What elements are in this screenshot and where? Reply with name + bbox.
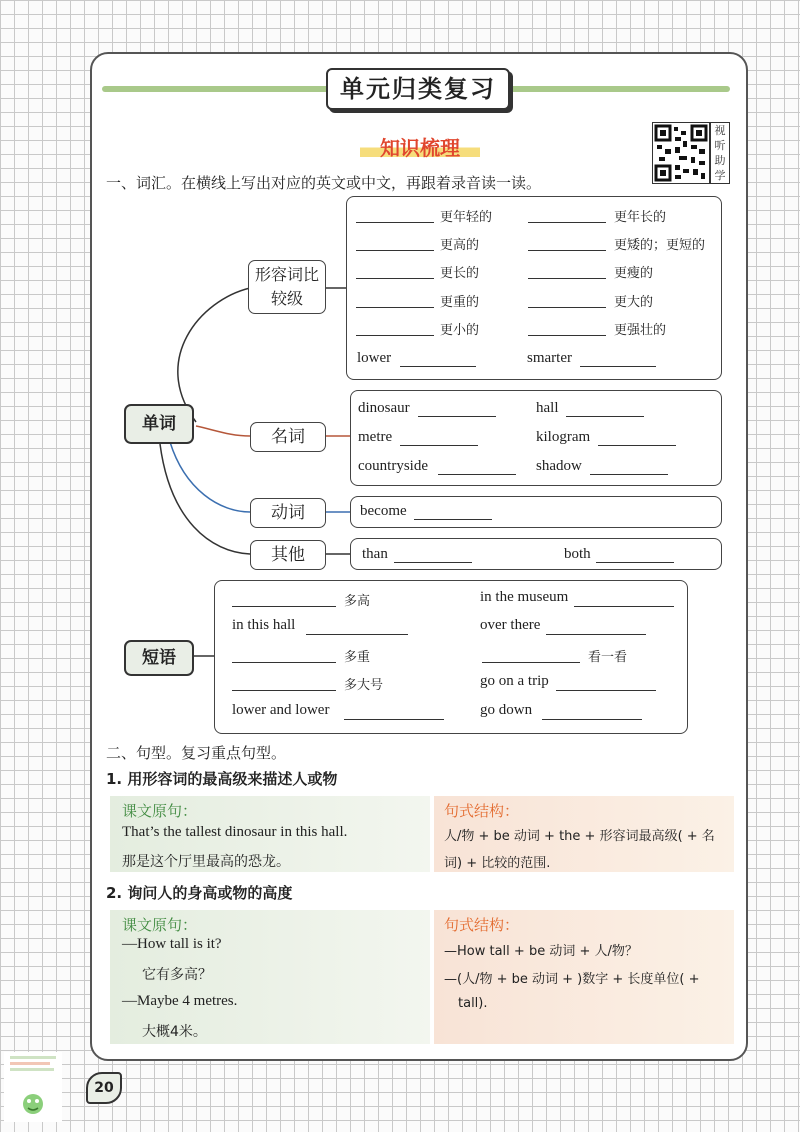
phrase-blank-2[interactable] — [574, 606, 674, 607]
noun-blank-countryside[interactable] — [438, 474, 516, 475]
adj-blank-lower[interactable] — [400, 366, 476, 367]
verb-become: become — [360, 503, 407, 519]
other-blank-both[interactable] — [596, 562, 674, 563]
adj-blank-8[interactable] — [528, 307, 606, 308]
adj-cn-9: 更小的 — [440, 323, 480, 338]
sub1-structure-label: 句式结构： — [444, 802, 520, 820]
noun-blank-kilogram[interactable] — [598, 445, 676, 446]
adj-cn-1: 更年轻的 — [440, 210, 493, 225]
adj-cn-2: 更年长的 — [614, 210, 667, 225]
phrase-9: lower and lower — [232, 702, 330, 718]
phrase-blank-1[interactable] — [232, 606, 336, 607]
phrase-2: in the museum — [480, 589, 569, 605]
noun-shadow: shadow — [536, 458, 582, 474]
node-verb: 动词 — [250, 498, 326, 528]
node-phrase: 短语 — [124, 640, 194, 676]
adj-blank-3[interactable] — [356, 250, 434, 251]
phrase-blank-4[interactable] — [546, 634, 646, 635]
noun-countryside: countryside — [358, 458, 428, 474]
sub2-structure-label: 句式结构： — [444, 916, 520, 934]
adj-cn-3: 更高的 — [440, 238, 480, 253]
noun-blank-shadow[interactable] — [590, 474, 668, 475]
phrase-blank-5[interactable] — [232, 662, 336, 663]
phrase-5: 多重 — [344, 650, 371, 665]
sub1-structure-line2: 词) + 比较的范围. — [444, 856, 551, 871]
publisher-logo-icon — [4, 1052, 62, 1122]
adj-blank-4[interactable] — [528, 250, 606, 251]
phrase-3: in this hall — [232, 617, 296, 633]
phrase-blank-10[interactable] — [542, 719, 642, 720]
sub2-original-label: 课文原句： — [122, 916, 198, 934]
node-other: 其他 — [250, 540, 326, 570]
node-noun: 名词 — [250, 422, 326, 452]
phrase-6: 看一看 — [588, 650, 628, 665]
adj-cn-4: 更矮的；更短的 — [614, 238, 706, 253]
adj-blank-7[interactable] — [356, 307, 434, 308]
other-than: than — [362, 546, 388, 562]
noun-blank-dinosaur[interactable] — [418, 416, 496, 417]
adj-cn-6: 更瘦的 — [614, 266, 654, 281]
phrase-blank-9[interactable] — [344, 719, 444, 720]
phrase-4: over there — [480, 617, 541, 633]
sub2-structure-line1: —How tall + be 动词 + 人/物？ — [444, 944, 638, 959]
sub1-title: 1. 用形容词的最高级来描述人或物 — [106, 770, 338, 788]
sub1-original-cn: 那是这个厅里最高的恐龙。 — [122, 854, 290, 870]
adj-blank-9[interactable] — [356, 335, 434, 336]
phrase-blank-3[interactable] — [306, 634, 408, 635]
phrase-10: go down — [480, 702, 533, 718]
sub2-title: 2. 询问人的身高或物的高度 — [106, 884, 293, 902]
qr-label: 视听助学 — [710, 122, 730, 184]
sub2-structure-line3: tall). — [458, 996, 488, 1011]
adj-blank-5[interactable] — [356, 278, 434, 279]
verb-blank-become[interactable] — [414, 519, 492, 520]
node-adjective-label: 形容词比较级 — [254, 265, 319, 308]
phrase-7: 多大号 — [344, 678, 384, 693]
phrase-1: 多高 — [344, 594, 371, 609]
section1-heading: 一、词汇。在横线上写出对应的英文或中文，再跟着录音读一读。 — [106, 174, 542, 192]
phrase-blank-7[interactable] — [232, 690, 336, 691]
adj-blank-6[interactable] — [528, 278, 606, 279]
sub2-structure-line2: —(人/物 + be 动词 + )数字 + 长度单位( + — [444, 972, 700, 987]
noun-blank-metre[interactable] — [400, 445, 478, 446]
adj-blank-1[interactable] — [356, 222, 434, 223]
page-number: 20 — [86, 1072, 122, 1104]
sub2-question-cn: 它有多高？ — [142, 967, 212, 983]
sub2-question-en: —How tall is it? — [122, 936, 222, 952]
adj-blank-10[interactable] — [528, 335, 606, 336]
page-title: 单元归类复习 — [326, 68, 510, 110]
sub1-original-label: 课文原句： — [122, 802, 198, 820]
noun-dinosaur: dinosaur — [358, 400, 410, 416]
adj-cn-7: 更重的 — [440, 295, 480, 310]
sub1-original-en: That’s the tallest dinosaur in this hall. — [122, 824, 348, 840]
adj-cn-10: 更强壮的 — [614, 323, 667, 338]
section-subtitle: 知识梳理 — [360, 132, 480, 160]
noun-hall: hall — [536, 400, 559, 416]
other-blank-than[interactable] — [394, 562, 472, 563]
noun-blank-hall[interactable] — [566, 416, 644, 417]
noun-metre: metre — [358, 429, 393, 445]
section2-heading: 二、句型。复习重点句型。 — [106, 744, 287, 762]
other-both: both — [564, 546, 591, 562]
adj-en-smarter: smarter — [527, 350, 572, 366]
adj-blank-2[interactable] — [528, 222, 606, 223]
other-box — [350, 538, 722, 570]
node-adjective-comparative — [248, 260, 326, 314]
node-word: 单词 — [124, 404, 194, 444]
sub2-answer-en: —Maybe 4 metres. — [122, 993, 238, 1009]
adj-en-lower: lower — [357, 350, 392, 366]
phrase-blank-8[interactable] — [556, 690, 656, 691]
sub2-answer-cn: 大概4米。 — [142, 1024, 207, 1040]
sub1-structure-line1: 人/物 + be 动词 + the + 形容词最高级( + 名 — [444, 829, 715, 844]
adj-blank-smarter[interactable] — [580, 366, 656, 367]
phrase-blank-6[interactable] — [482, 662, 580, 663]
adj-cn-5: 更长的 — [440, 266, 480, 281]
phrase-8: go on a trip — [480, 673, 549, 689]
noun-kilogram: kilogram — [536, 429, 591, 445]
adj-cn-8: 更大的 — [614, 295, 654, 310]
